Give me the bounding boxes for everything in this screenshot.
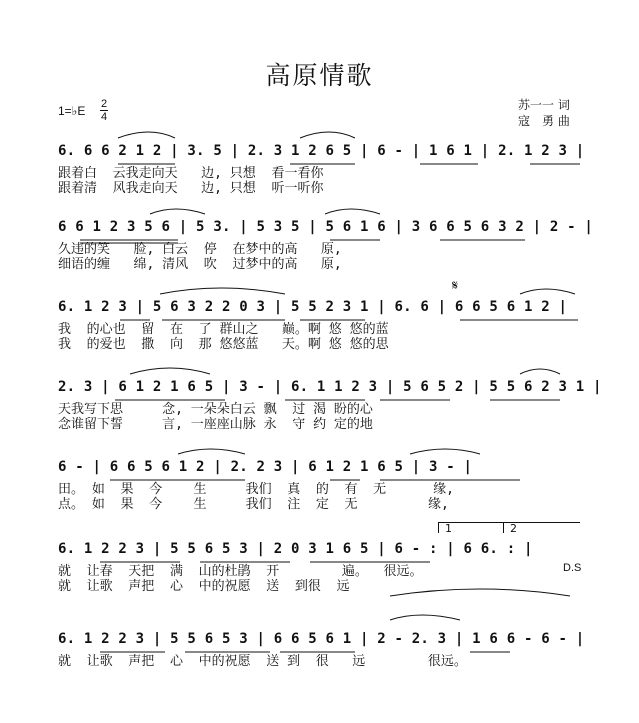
song-title: 高原情歌 (265, 61, 374, 90)
lyric-verse-2: 我 的爱也 撒 向 那 悠悠蓝 天。啊 悠 悠的思 (58, 337, 389, 352)
composer-credit: 寇 勇 曲 (518, 114, 570, 128)
jianpu-notes: 2. 3 | 6 1 2 1 6 5 | 3 - | 6. 1 1 2 3 | 5 6 5 2 | 5 5 6 2 3 1 | (58, 379, 602, 395)
lyric-verse-2: 点。 如 果 今 生 我们 注 定 无 缘, (58, 497, 449, 512)
second-ending-bracket: 2 (503, 522, 580, 533)
lyric-verse-1: 田。 如 果 今 生 我们 真 的 有 无 缘, (58, 482, 454, 497)
notation-line (58, 628, 583, 650)
lyric-verse-2: 跟着清 风我走向天 边, 只想 听一听你 (58, 181, 324, 196)
jianpu-notes: 6 6 1 2 3 5 6 | 5 3. | 5 3 5 | 5 6 1 6 | 3 6 6 5 6 3 2 | 2 - | (58, 219, 593, 235)
notation-line (58, 456, 583, 478)
key-signature: 1=♭E (58, 104, 86, 118)
first-ending-bracket: 1 (438, 522, 505, 533)
notation-line (58, 296, 583, 318)
jianpu-notes: 6. 6 6 2 1 2 | 3. 5 | 2. 3 1 2 6 5 | 6 - | 1 6 1 | 2. 1 2 3 | (58, 143, 585, 159)
lyric-verse-1: 久违的笑 脸, 白云 停 在梦中的高 原, (58, 242, 342, 257)
time-signature-bottom: 4 (101, 111, 108, 123)
dal-segno-mark: D.S (563, 562, 582, 574)
lyric-verse-1: 天我写下思 念, 一朵朵白云 飘 过 渴 盼的心 (58, 402, 373, 417)
jianpu-notes: 6. 1 2 3 | 5 6 3 2 2 0 3 | 5 5 2 3 1 | 6. 6 | 6 6 5 6 1 2 | (58, 299, 568, 315)
svg-text:𝄋: 𝄋 (452, 278, 459, 294)
lyric-verse-1: 跟着白 云我走向天 边, 只想 看一看你 (58, 166, 324, 181)
lyric-verse-1: 就 让春 天把 满 山的杜鹃 开 遍。 很远。 (58, 564, 423, 579)
notation-line (58, 140, 583, 162)
lyricist-credit: 苏一一 词 (518, 98, 570, 112)
lyric-verse-2: 细语的缠 绵, 清风 吹 过梦中的高 原, (58, 257, 342, 272)
jianpu-notes: 6 - | 6 6 5 6 1 2 | 2. 2 3 | 6 1 2 1 6 5 | 3 - | (58, 459, 473, 475)
lyric-verse-2: 念谁留下誓 言, 一座座山脉 永 守 约 定的地 (58, 417, 373, 432)
notation-line (58, 376, 602, 398)
jianpu-notes: 6. 1 2 2 3 | 5 5 6 5 3 | 6 6 5 6 1 | 2 - 2. 3 | 1 6 6 - 6 - | (58, 631, 585, 647)
notation-line (58, 538, 583, 560)
credits (518, 97, 570, 129)
time-signature (100, 98, 108, 123)
jianpu-notes: 6. 1 2 2 3 | 5 5 6 5 3 | 2 0 3 1 6 5 | 6 - : | 6 6. : | (58, 541, 533, 557)
lyric-verse-1: 就 让歌 声把 心 中的祝愿 送 到 很 远 很远。 (58, 654, 467, 669)
lyric-verse-2: 就 让歌 声把 心 中的祝愿 送 到很 远 (58, 579, 350, 594)
notation-line (58, 216, 593, 238)
lyric-verse-1: 我 的心也 留 在 了 群山之 巅。啊 悠 悠的蓝 (58, 322, 389, 337)
time-signature-top: 2 (101, 98, 108, 110)
